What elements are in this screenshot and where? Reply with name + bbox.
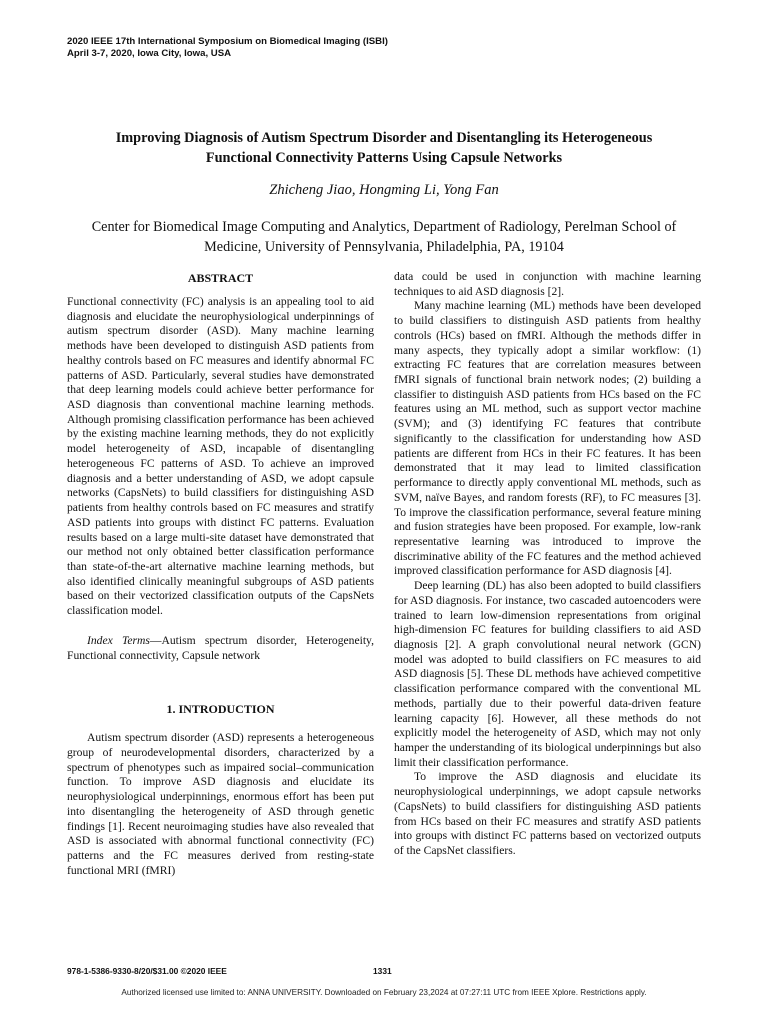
intro-paragraph-1: Autism spectrum disorder (ASD) represents a heterogeneous group of neurodevelopmental disorders, characterized by a spectrum of phenotypes such as impaired social–communication function. To improve ASD diagnosis and elucidate its neurophysiological underpinnings, enormous effort has been put into disentangling the heterogeneity of ASD through genetic findings [1]. Recent neuroimaging studies have also revealed that ASD is associated with abnormal functional connectivity (FC) patterns and the FC measures derived from resting-state functional MRI (fMRI) bbox=[67, 731, 374, 877]
index-terms bbox=[67, 634, 374, 663]
title-line-1: Improving Diagnosis of Autism Spectrum Disorder and Disentangling its Heterogeneous bbox=[115, 130, 653, 146]
intro-paragraph-2: Many machine learning (ML) methods have been developed to build classifiers to distinguish ASD patients from healthy controls (HCs) based on fMRI. Although the methods differ in many aspects, they typically adopt a similar workflow: (1) extracting FC features that are correlation measures between fMRI signals of functional brain network nodes; (2) building a classifier to distinguish ASD patients from HCs based on the FC features using an ML method, such as support vector machine (SVM); and (3) identifying FC features that contribute significantly to the classification for understanding how ASD patients are different from HCs in their FC features. It has been demonstrated that it may lead to limited classification performance to directly apply conventional ML methods, such as SVM, naïve Bayes, and random forests (RF), to FC measures [3]. To improve the classification performance, several feature mining and fusion strategies have been proposed. For example, low-rank representative learning was introduced to improve the discriminative ability of the FC features and the method achieved improved classification performance for ASD diagnosis [4]. bbox=[394, 299, 701, 578]
title-line-2: Functional Connectivity Patterns Using Capsule Networks bbox=[205, 150, 563, 166]
index-terms-list: —Autism spectrum disorder, Heterogeneity, Functional connectivity, Capsule network bbox=[67, 633, 374, 662]
intro-paragraph-1-continued: data could be used in conjunction with machine learning techniques to aid ASD diagnosis [2]. bbox=[394, 270, 701, 298]
paper-affiliation bbox=[62, 217, 706, 257]
affiliation-line-1: Center for Biomedical Image Computing and Analytics, Department of Radiology, Perelman School of bbox=[91, 219, 677, 235]
affiliation-line-2: Medicine, University of Pennsylvania, Philadelphia, PA, 19104 bbox=[204, 239, 564, 255]
paper-title bbox=[70, 128, 698, 168]
intro-paragraph-4: To improve the ASD diagnosis and elucidate its neurophysiological underpinnings, we adopt capsule networks (CapsNets) to build classifiers for distinguishing ASD patients from HCs based on their FC measures and stratify ASD patients into groups with distinct FC patterns based on vectorized outputs of the CapsNet classifiers. bbox=[394, 770, 701, 858]
intro-paragraph-3: Deep learning (DL) has also been adopted to build classifiers for ASD diagnosis. For instance, two cascaded autoencoders were trained to learn low-dimension representations from original high-dimension FC features for building classifiers to aid ASD diagnosis [2]. A graph convolutional neural network (GCN) model was adopted to build classifiers on FC measures to aid ASD diagnosis [5]. These DL methods have achieved competitive classification performance compared with the conventional ML methods, partially due to their powerful data-driven feature learning capacity [6]. However, all these methods do not explicitly model the heterogeneity of ASD, which may not only hamper the understanding of its biological underpinnings but also limit their classification performance. bbox=[394, 579, 701, 769]
paper-authors: Zhicheng Jiao, Hongming Li, Yong Fan bbox=[269, 182, 499, 198]
license-notice: Authorized licensed use limited to: ANNA UNIVERSITY. Downloaded on February 23,2024 at 07:27:11 UTC from IEEE Xplore. Restrictions apply. bbox=[121, 988, 647, 997]
conference-date-location: April 3-7, 2020, Iowa City, Iowa, USA bbox=[67, 48, 232, 59]
introduction-heading: 1. INTRODUCTION bbox=[166, 702, 275, 717]
abstract-heading: ABSTRACT bbox=[187, 271, 254, 285]
conference-header bbox=[67, 36, 388, 60]
conference-name: 2020 IEEE 17th International Symposium on Biomedical Imaging (ISBI) bbox=[67, 36, 388, 47]
page-number: 1331 bbox=[373, 966, 392, 976]
index-terms-label: Index Terms bbox=[87, 633, 150, 647]
footer-isbn: 978-1-5386-9330-8/20/$31.00 ©2020 IEEE bbox=[67, 966, 227, 976]
left-column bbox=[67, 270, 374, 878]
abstract-text: Functional connectivity (FC) analysis is an appealing tool to aid diagnosis and elucidate the neurophysiological underpinnings of autism spectrum disorder (ASD). Many machine learning methods have been developed to distinguish ASD patients from healthy controls based on FC measures and identify abnormal FC patterns of ASD. Particularly, several studies have demonstrated that deep learning models could achieve better performance for ASD diagnosis than conventional machine learning methods. Although promising classification performance has been achieved by the existing machine learning methods, they do not explicitly model heterogeneity of ASD, incapable of disentangling heterogeneous FC patterns of ASD. To achieve an improved diagnosis and a better understanding of ASD, we adopt capsule networks (CapsNets) to build classifiers for distinguishing ASD patients from healthy controls based on FC measures and stratify ASD patients into groups with distinct FC patterns. Evaluation results based on a large multi-site dataset have demonstrated that our method not only obtained better classification performance than state-of-the-art alternative machine learning methods, but also identified clinically meaningful subgroups of ASD patients based on their vectorized classification outputs of the CapsNets classification model. bbox=[67, 295, 374, 618]
right-column bbox=[394, 270, 701, 859]
